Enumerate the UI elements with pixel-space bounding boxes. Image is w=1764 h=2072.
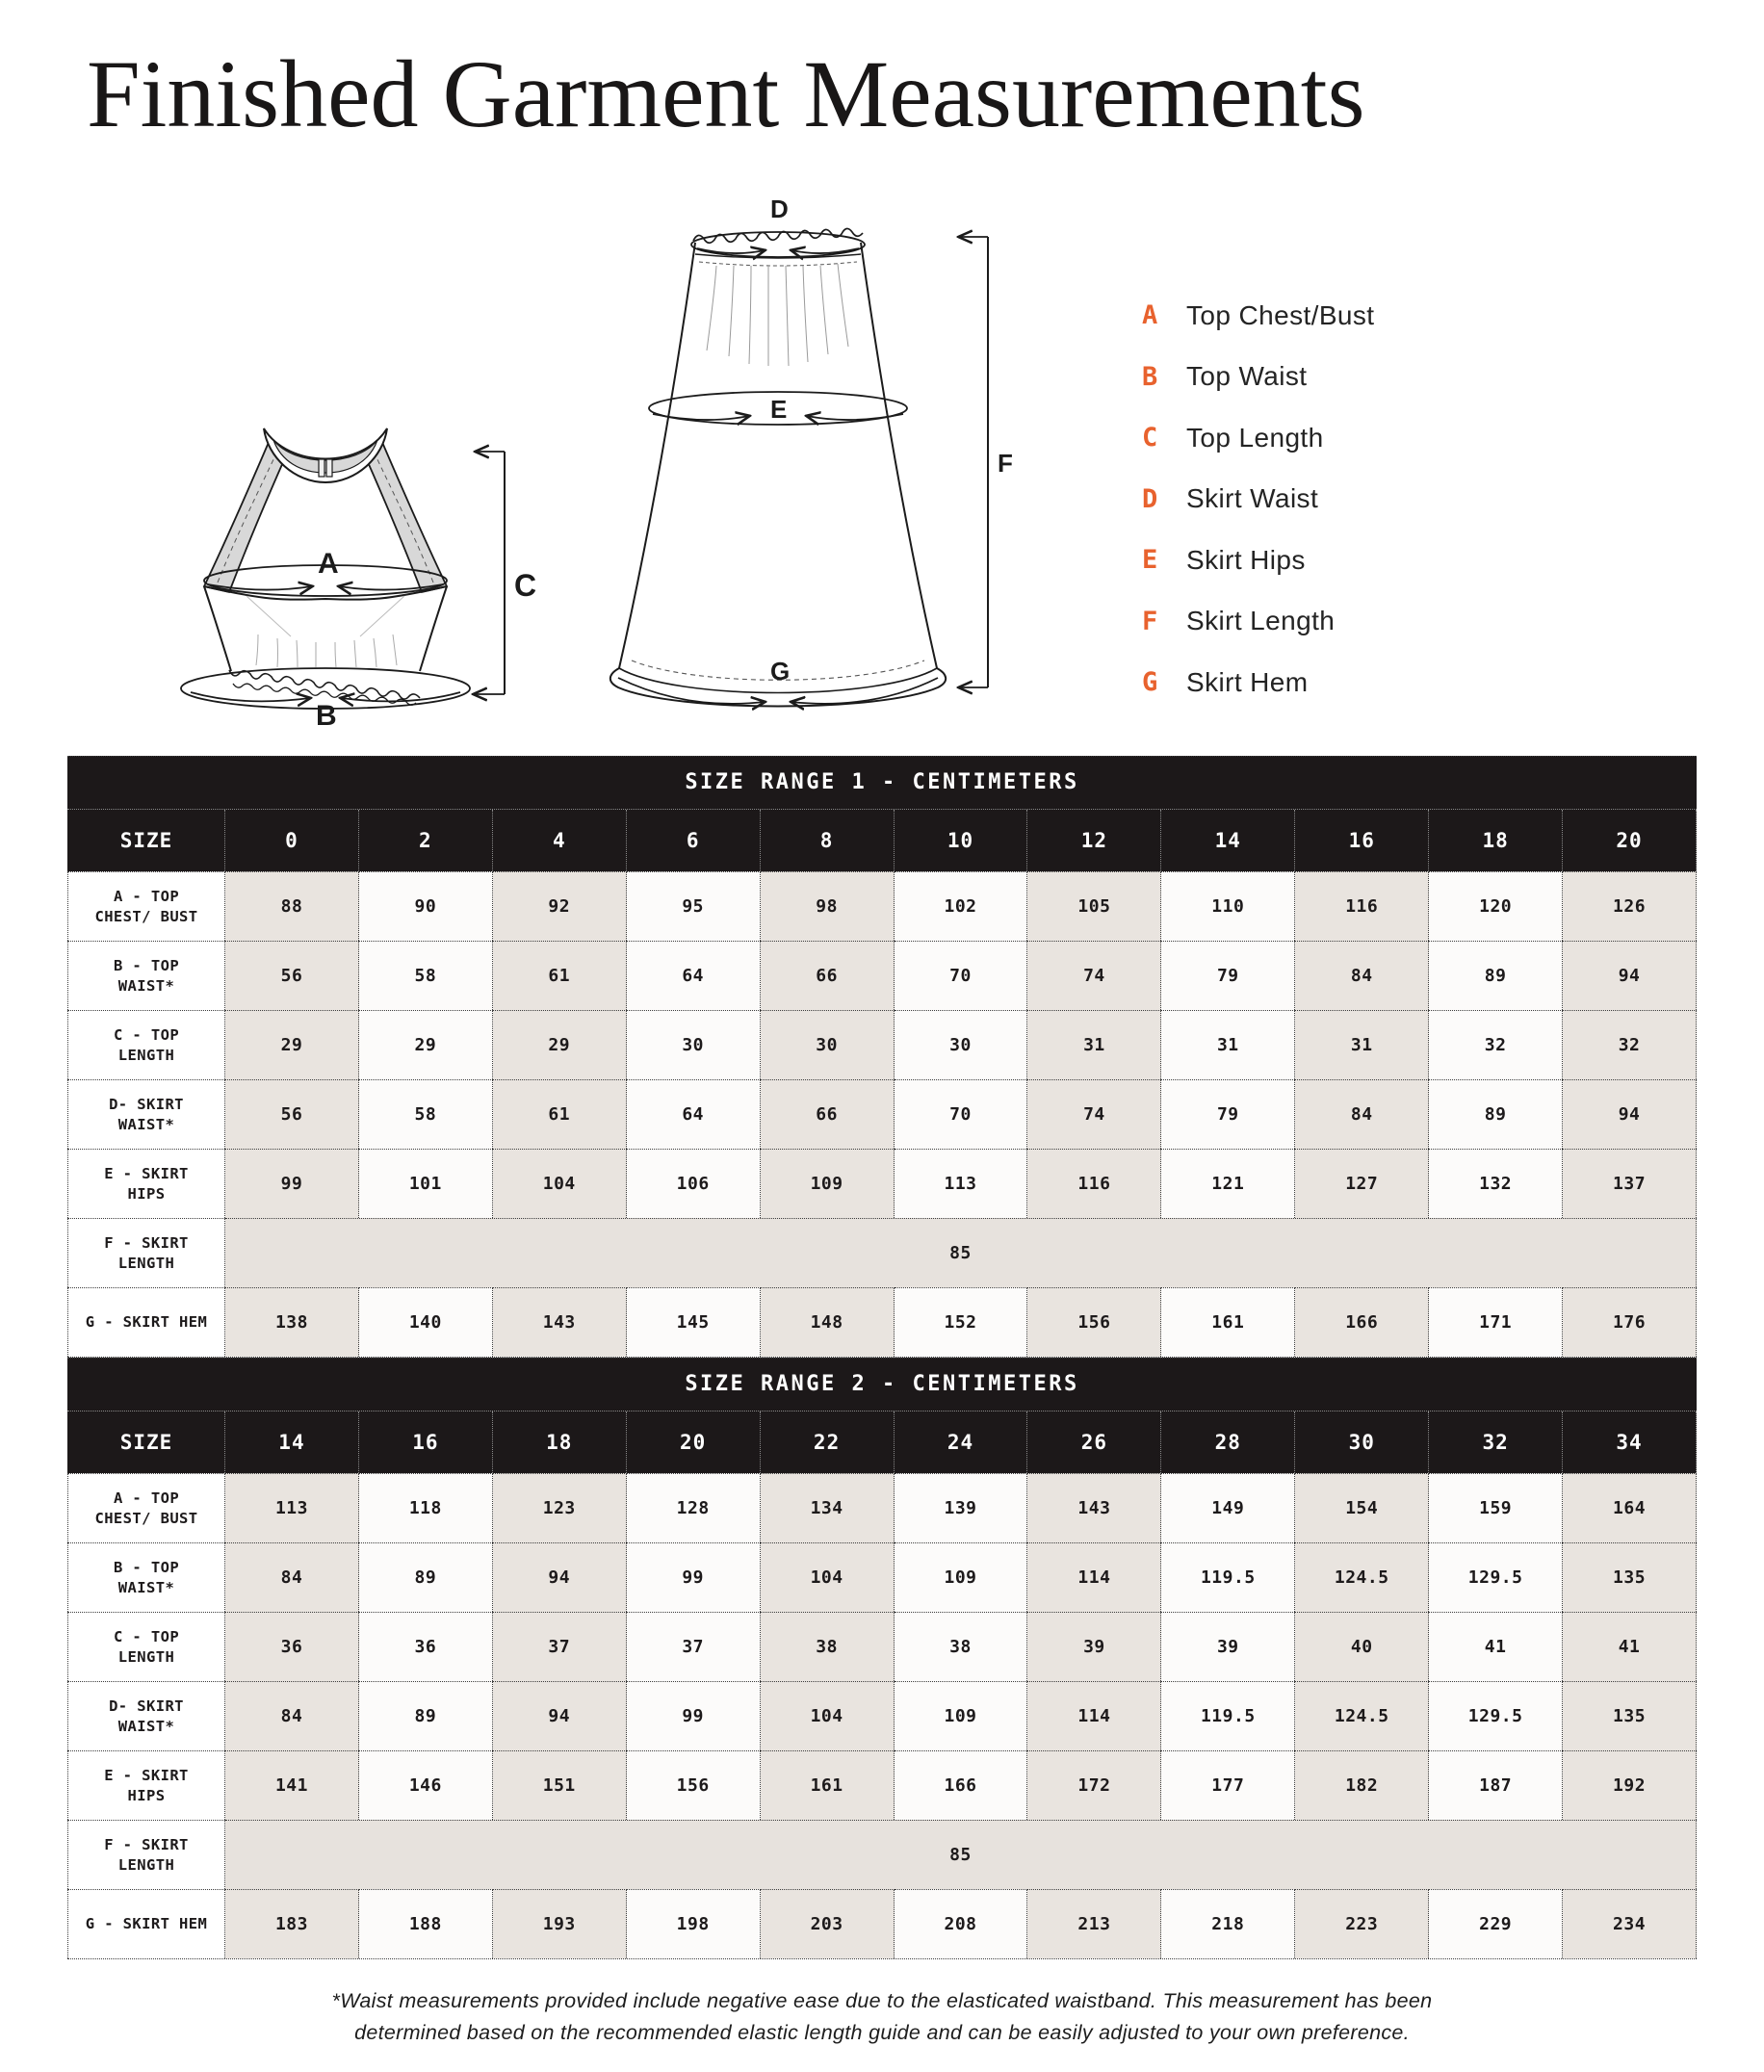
waist-footnote <box>0 1985 1764 2050</box>
size-range-1-title: SIZE RANGE 1 - CENTIMETERS <box>67 756 1697 810</box>
size-header-cell: 20 <box>1563 810 1697 871</box>
value-cell: 31 <box>1161 1010 1295 1079</box>
value-cell: 89 <box>359 1681 493 1750</box>
value-cell: 149 <box>1161 1473 1295 1542</box>
value-cell: 192 <box>1563 1750 1697 1820</box>
value-cell: 161 <box>1161 1287 1295 1357</box>
value-cell: 89 <box>359 1542 493 1612</box>
legend-row <box>1142 652 1374 713</box>
value-cell: 116 <box>1027 1149 1161 1218</box>
waist-footnote-line1: *Waist measurements provided include negative ease due to the elasticated waistband. This measurement has been <box>331 1989 1433 2012</box>
value-cell: 124.5 <box>1295 1681 1429 1750</box>
value-cell: 30 <box>761 1010 895 1079</box>
value-cell: 135 <box>1563 1542 1697 1612</box>
value-cell: 66 <box>761 941 895 1010</box>
size-tables <box>67 756 1697 1959</box>
value-cell: 140 <box>359 1287 493 1357</box>
value-cell: 94 <box>493 1542 627 1612</box>
value-cell: 141 <box>225 1750 359 1820</box>
value-cell: 177 <box>1161 1750 1295 1820</box>
value-cell: 99 <box>225 1149 359 1218</box>
value-cell: 198 <box>627 1889 761 1958</box>
value-cell: 94 <box>1563 1079 1697 1149</box>
measurement-row-label: G - SKIRT HEM <box>67 1889 225 1958</box>
legend-row <box>1142 591 1374 653</box>
size-header-cell: 16 <box>1295 810 1429 871</box>
skirt-length-letter: F <box>998 449 1013 478</box>
value-cell: 99 <box>627 1542 761 1612</box>
value-cell: 132 <box>1429 1149 1563 1218</box>
value-cell: 187 <box>1429 1750 1563 1820</box>
legend-key: F <box>1142 606 1158 636</box>
value-cell: 29 <box>225 1010 359 1079</box>
value-cell: 126 <box>1563 871 1697 941</box>
value-cell: 94 <box>1563 941 1697 1010</box>
value-cell: 36 <box>359 1612 493 1681</box>
value-cell: 208 <box>895 1889 1028 1958</box>
legend-label: Skirt Length <box>1186 606 1336 636</box>
value-cell: 105 <box>1027 871 1161 941</box>
measurement-row-label: E - SKIRT HIPS <box>67 1149 225 1218</box>
legend-row <box>1142 347 1374 408</box>
size-header-cell: 30 <box>1295 1412 1429 1473</box>
value-cell: 213 <box>1027 1889 1161 1958</box>
value-cell: 124.5 <box>1295 1542 1429 1612</box>
value-cell: 84 <box>1295 941 1429 1010</box>
value-cell: 66 <box>761 1079 895 1149</box>
legend-key: E <box>1142 545 1158 576</box>
value-cell: 129.5 <box>1429 1681 1563 1750</box>
legend-key: D <box>1142 483 1158 514</box>
value-cell: 70 <box>895 941 1028 1010</box>
measurement-row-label: C - TOP LENGTH <box>67 1612 225 1681</box>
size-column-header: SIZE <box>67 1412 225 1473</box>
value-cell: 32 <box>1563 1010 1697 1079</box>
top-length-letter: C <box>514 568 537 603</box>
value-cell: 39 <box>1161 1612 1295 1681</box>
measurement-row-label: F - SKIRT LENGTH <box>67 1820 225 1889</box>
value-cell: 98 <box>761 871 895 941</box>
value-cell: 119.5 <box>1161 1681 1295 1750</box>
legend-row <box>1142 530 1374 591</box>
value-cell: 116 <box>1295 871 1429 941</box>
value-cell: 37 <box>627 1612 761 1681</box>
value-cell: 113 <box>225 1473 359 1542</box>
value-cell: 234 <box>1563 1889 1697 1958</box>
size-header-cell: 18 <box>493 1412 627 1473</box>
size-header-cell: 34 <box>1563 1412 1697 1473</box>
value-cell: 148 <box>761 1287 895 1357</box>
value-cell: 151 <box>493 1750 627 1820</box>
measurement-row-label: C - TOP LENGTH <box>67 1010 225 1079</box>
size-header-cell: 14 <box>225 1412 359 1473</box>
value-cell: 88 <box>225 871 359 941</box>
value-cell: 84 <box>1295 1079 1429 1149</box>
value-cell: 203 <box>761 1889 895 1958</box>
value-cell: 223 <box>1295 1889 1429 1958</box>
skirt-hem-letter: G <box>770 657 791 686</box>
value-cell: 109 <box>761 1149 895 1218</box>
value-cell: 109 <box>895 1542 1028 1612</box>
legend-label: Skirt Waist <box>1186 483 1319 514</box>
size-header-cell: 14 <box>1161 810 1295 871</box>
size-header-cell: 24 <box>895 1412 1028 1473</box>
measurement-legend <box>1142 285 1374 713</box>
value-cell: 143 <box>1027 1473 1161 1542</box>
size-header-cell: 4 <box>493 810 627 871</box>
measurement-row-label: F - SKIRT LENGTH <box>67 1218 225 1287</box>
legend-key: B <box>1142 361 1158 392</box>
skirt-waist-letter: D <box>770 194 789 223</box>
value-cell: 164 <box>1563 1473 1697 1542</box>
size-header-cell: 32 <box>1429 1412 1563 1473</box>
value-cell: 134 <box>761 1473 895 1542</box>
size-header-cell: 0 <box>225 810 359 871</box>
legend-label: Skirt Hem <box>1186 666 1309 697</box>
legend-row <box>1142 285 1374 347</box>
value-cell: 89 <box>1429 941 1563 1010</box>
size-header-cell: 18 <box>1429 810 1563 871</box>
size-header-cell: 28 <box>1161 1412 1295 1473</box>
skirt-diagram <box>589 185 1023 724</box>
size-range-1-table <box>67 756 1697 1358</box>
value-cell: 94 <box>493 1681 627 1750</box>
value-cell: 110 <box>1161 871 1295 941</box>
value-cell: 139 <box>895 1473 1028 1542</box>
value-cell: 40 <box>1295 1612 1429 1681</box>
measurement-row-label: B - TOP WAIST* <box>67 1542 225 1612</box>
value-cell: 64 <box>627 1079 761 1149</box>
value-cell: 218 <box>1161 1889 1295 1958</box>
legend-label: Top Waist <box>1186 361 1308 392</box>
legend-label: Top Length <box>1186 422 1324 453</box>
measurement-row-label: G - SKIRT HEM <box>67 1287 225 1357</box>
merged-value-cell: 85 <box>225 1820 1697 1889</box>
measurement-row-label: D- SKIRT WAIST* <box>67 1079 225 1149</box>
value-cell: 143 <box>493 1287 627 1357</box>
halter-top-diagram <box>175 407 541 735</box>
value-cell: 101 <box>359 1149 493 1218</box>
size-column-header: SIZE <box>67 810 225 871</box>
size-range-1-grid <box>67 810 1697 1358</box>
value-cell: 123 <box>493 1473 627 1542</box>
value-cell: 39 <box>1027 1612 1161 1681</box>
legend-key: C <box>1142 423 1158 453</box>
value-cell: 92 <box>493 871 627 941</box>
size-range-2-title: SIZE RANGE 2 - CENTIMETERS <box>67 1358 1697 1412</box>
value-cell: 84 <box>225 1681 359 1750</box>
value-cell: 104 <box>761 1681 895 1750</box>
size-header-cell: 16 <box>359 1412 493 1473</box>
value-cell: 37 <box>493 1612 627 1681</box>
value-cell: 171 <box>1429 1287 1563 1357</box>
measurement-row-label: A - TOP CHEST/ BUST <box>67 871 225 941</box>
value-cell: 70 <box>895 1079 1028 1149</box>
value-cell: 154 <box>1295 1473 1429 1542</box>
size-header-cell: 8 <box>761 810 895 871</box>
size-header-cell: 20 <box>627 1412 761 1473</box>
value-cell: 90 <box>359 871 493 941</box>
value-cell: 31 <box>1027 1010 1161 1079</box>
value-cell: 31 <box>1295 1010 1429 1079</box>
measurement-row-label: B - TOP WAIST* <box>67 941 225 1010</box>
value-cell: 119.5 <box>1161 1542 1295 1612</box>
value-cell: 113 <box>895 1149 1028 1218</box>
value-cell: 193 <box>493 1889 627 1958</box>
value-cell: 95 <box>627 871 761 941</box>
value-cell: 183 <box>225 1889 359 1958</box>
value-cell: 129.5 <box>1429 1542 1563 1612</box>
value-cell: 102 <box>895 871 1028 941</box>
value-cell: 166 <box>1295 1287 1429 1357</box>
skirt-hips-letter: E <box>770 395 788 424</box>
value-cell: 172 <box>1027 1750 1161 1820</box>
top-waist-letter: B <box>316 700 337 732</box>
top-chest-letter: A <box>318 548 339 580</box>
value-cell: 38 <box>895 1612 1028 1681</box>
value-cell: 32 <box>1429 1010 1563 1079</box>
page-title: Finished Garment Measurements <box>87 40 1365 147</box>
value-cell: 152 <box>895 1287 1028 1357</box>
value-cell: 36 <box>225 1612 359 1681</box>
size-header-cell: 26 <box>1027 1412 1161 1473</box>
value-cell: 145 <box>627 1287 761 1357</box>
value-cell: 41 <box>1563 1612 1697 1681</box>
value-cell: 229 <box>1429 1889 1563 1958</box>
value-cell: 58 <box>359 1079 493 1149</box>
value-cell: 104 <box>761 1542 895 1612</box>
value-cell: 128 <box>627 1473 761 1542</box>
value-cell: 29 <box>359 1010 493 1079</box>
value-cell: 84 <box>225 1542 359 1612</box>
value-cell: 99 <box>627 1681 761 1750</box>
value-cell: 188 <box>359 1889 493 1958</box>
value-cell: 156 <box>627 1750 761 1820</box>
value-cell: 156 <box>1027 1287 1161 1357</box>
value-cell: 182 <box>1295 1750 1429 1820</box>
size-header-cell: 10 <box>895 810 1028 871</box>
value-cell: 118 <box>359 1473 493 1542</box>
skirt-measurement-arrows <box>618 232 988 704</box>
value-cell: 161 <box>761 1750 895 1820</box>
value-cell: 159 <box>1429 1473 1563 1542</box>
value-cell: 41 <box>1429 1612 1563 1681</box>
value-cell: 30 <box>895 1010 1028 1079</box>
size-header-cell: 12 <box>1027 810 1161 871</box>
value-cell: 120 <box>1429 871 1563 941</box>
value-cell: 56 <box>225 1079 359 1149</box>
waist-footnote-line2: determined based on the recommended elastic length guide and can be easily adjusted to your own preference. <box>354 2021 1410 2045</box>
value-cell: 56 <box>225 941 359 1010</box>
value-cell: 58 <box>359 941 493 1010</box>
value-cell: 127 <box>1295 1149 1429 1218</box>
value-cell: 146 <box>359 1750 493 1820</box>
value-cell: 138 <box>225 1287 359 1357</box>
skirt-outline <box>610 228 946 706</box>
value-cell: 61 <box>493 1079 627 1149</box>
value-cell: 137 <box>1563 1149 1697 1218</box>
legend-key: G <box>1142 667 1158 698</box>
merged-value-cell: 85 <box>225 1218 1697 1287</box>
value-cell: 74 <box>1027 941 1161 1010</box>
legend-row <box>1142 407 1374 469</box>
value-cell: 79 <box>1161 941 1295 1010</box>
legend-key: A <box>1142 300 1158 331</box>
size-header-cell: 22 <box>761 1412 895 1473</box>
value-cell: 38 <box>761 1612 895 1681</box>
value-cell: 114 <box>1027 1681 1161 1750</box>
value-cell: 61 <box>493 941 627 1010</box>
value-cell: 114 <box>1027 1542 1161 1612</box>
value-cell: 176 <box>1563 1287 1697 1357</box>
value-cell: 104 <box>493 1149 627 1218</box>
legend-row <box>1142 469 1374 531</box>
legend-label: Skirt Hips <box>1186 544 1306 575</box>
legend-label: Top Chest/Bust <box>1186 299 1375 330</box>
value-cell: 74 <box>1027 1079 1161 1149</box>
size-range-2-grid <box>67 1412 1697 1959</box>
value-cell: 79 <box>1161 1079 1295 1149</box>
value-cell: 29 <box>493 1010 627 1079</box>
size-header-cell: 6 <box>627 810 761 871</box>
value-cell: 106 <box>627 1149 761 1218</box>
measurement-row-label: E - SKIRT HIPS <box>67 1750 225 1820</box>
value-cell: 166 <box>895 1750 1028 1820</box>
measurement-row-label: D- SKIRT WAIST* <box>67 1681 225 1750</box>
value-cell: 64 <box>627 941 761 1010</box>
value-cell: 135 <box>1563 1681 1697 1750</box>
value-cell: 89 <box>1429 1079 1563 1149</box>
value-cell: 121 <box>1161 1149 1295 1218</box>
value-cell: 30 <box>627 1010 761 1079</box>
size-range-2-table <box>67 1358 1697 1959</box>
size-header-cell: 2 <box>359 810 493 871</box>
value-cell: 109 <box>895 1681 1028 1750</box>
measurement-row-label: A - TOP CHEST/ BUST <box>67 1473 225 1542</box>
